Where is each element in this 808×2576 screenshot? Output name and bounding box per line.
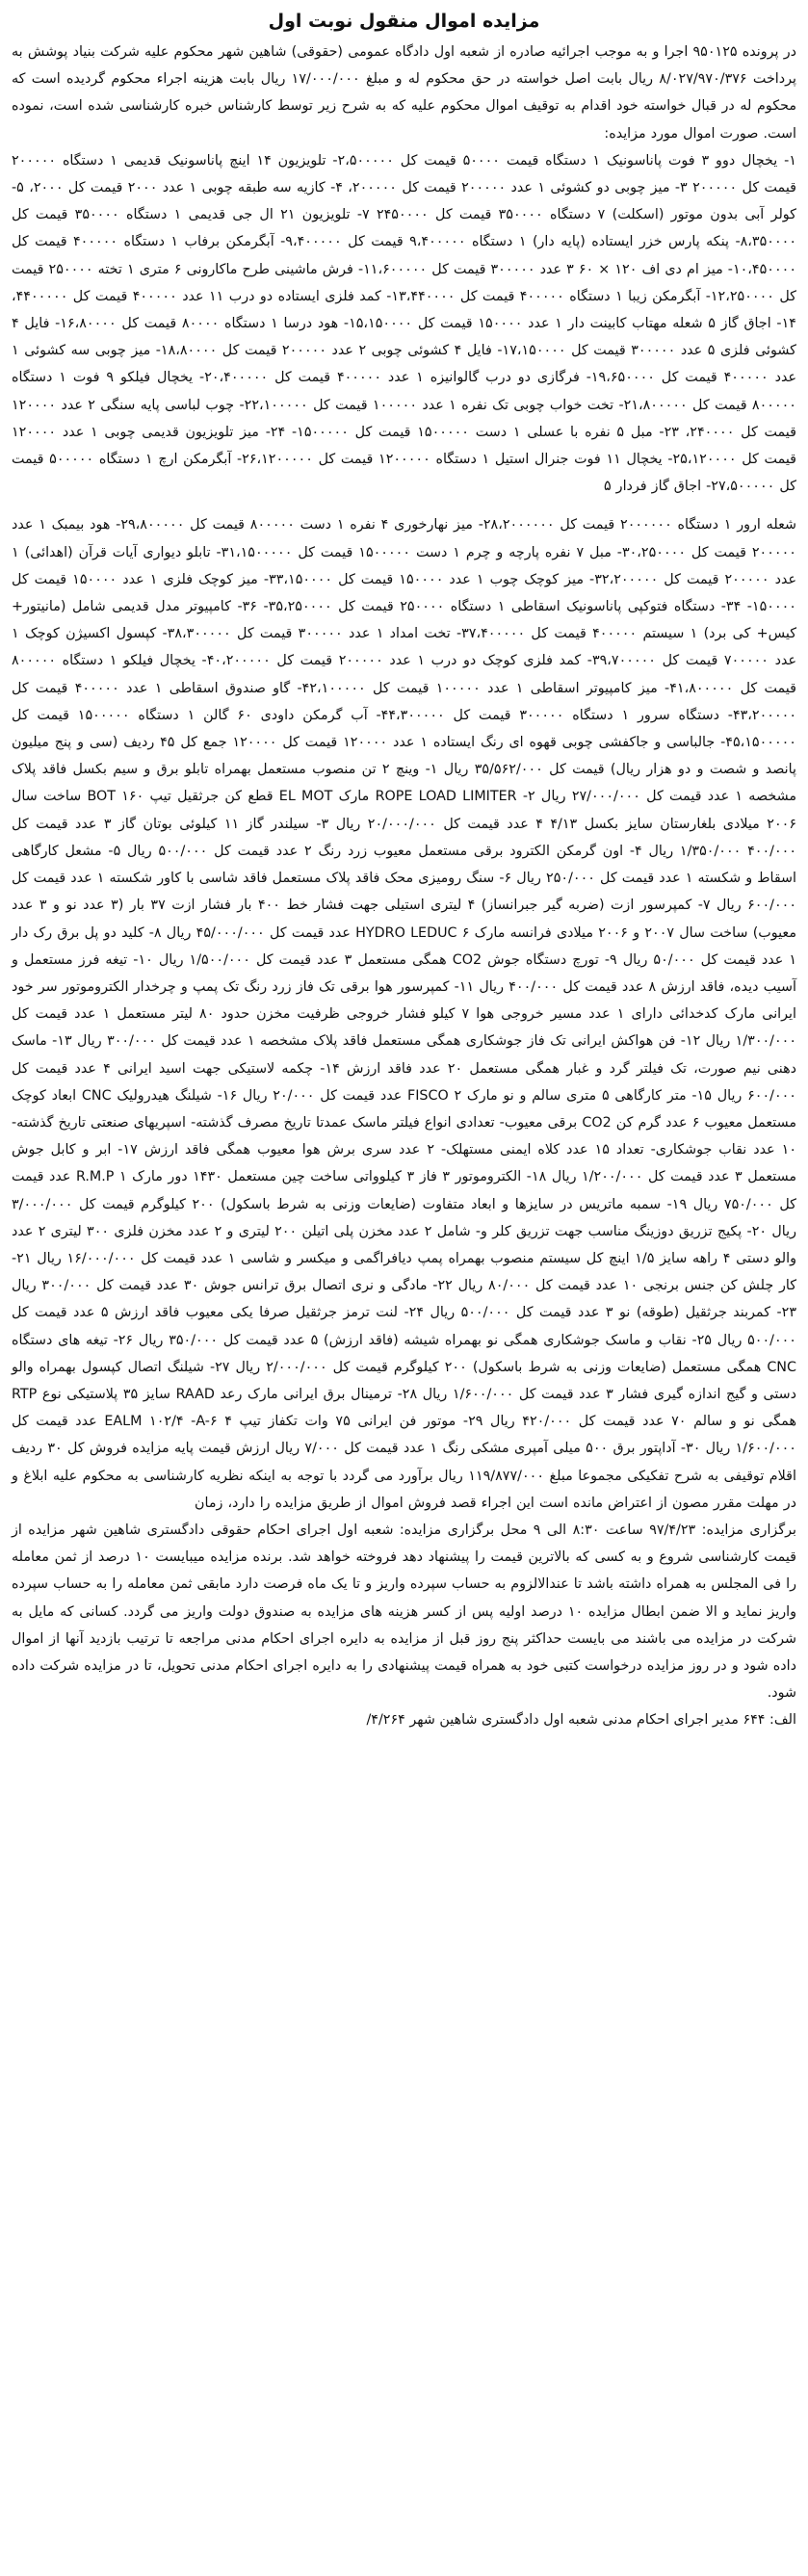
auction-terms-paragraph: برگزاری مزایده: ۹۷/۴/۲۳ ساعت ۸:۳۰ الی ۹ محل برگزاری مزایده: شعبه اول اجرای احکام حقوقی دادگستری شاهین شهر مزایده از قیمت کارشناسی شروع و به کسی که بالاترین قیمت را پیشنهاد دهد فروخته خواهد شد. برنده مزایده میبایست ۱۰ درصد از ثمن معامله را فی المجلس به همراه داشته باشد تا عندالالزوم به حساب سپرده واریز و تا یک ماه فرصت دارد مابقی ثمن معامله را به حساب سپرده واریز نماید و الا ضمن ابطال مزایده ۱۰ درصد اولیه پس از کسر هزینه های مزایده به صندوق دولت واریز می گردد. کسانی که مایل به شرکت در مزایده می باشند می بایست حداکثر پنج روز قبل از مزایده به دایره اجرای احکام مدنی مراجعه تا ترتیب بازدید آنها از اموال داده شود و در روز مزایده درخواست کتبی خود به همراه قیمت پیشنهادی را به دایره اجرای احکام مدنی تحویل، تا در مزایده شرکت داده شود.	[12, 1522, 797, 1702]
paragraph-spacer	[12, 500, 796, 511]
notice-footer-reference: الف: ۶۴۴ مدیر اجرای احکام مدنی شعبه اول دادگستری شاهین شهر ۴/۲۶۴/	[366, 1712, 796, 1729]
notice-headline: مزایده اموال منقول نوبت اول	[268, 11, 540, 32]
notice-intro-paragraph: در پرونده ۹۵۰۱۲۵ اجرا و به موجب اجرائیه صادره از شعبه اول دادگاه عمومی (حقوقی) شاهین شهر محکوم علیه شرکت بنیاد پوشش به پرداخت ۸/۰۲۷/۹۷۰/۳۷۶ ریال بابت اصل خواسته در حق محکوم له و مبلغ ۱۷/۰۰۰/۰۰۰ ریال بابت هزینه اجراء محکوم گردیده است که محکوم له در قبال خواسته خود اقدام به توقیف اموال محکوم علیه که به شرح زیر توسط کارشناس خبره کارشناسی شده است، نموده است. صورت اموال مورد مزایده:	[12, 44, 796, 142]
items-list-part-1: ۱- یخچال دوو ۳ فوت پاناسونیک ۱ دستگاه قیمت ۵۰۰۰۰ قیمت کل ۲،۵۰۰۰۰۰- تلویزیون ۱۴ اینچ پاناسونیک قدیمی ۱ دستگاه ۲۰۰۰۰۰ قیمت کل ۲۰۰۰۰۰ ۳- میز چوبی دو کشوئی ۱ عدد ۲۰۰۰۰۰ قیمت کل ۲۰۰۰۰۰، ۴- کازیه سه طبقه چوبی ۱ عدد ۲۰۰۰ قیمت کل ۲۰۰۰، ۵- کولر آبی بدون موتور (اسکلت) ۷ دستگاه ۳۵۰۰۰۰ قیمت کل ۲۴۵۰۰۰۰ ۷- تلویزیون ۲۱ ال جی قدیمی ۱ دستگاه ۳۵۰۰۰۰ قیمت کل ۸،۳۵۰۰۰۰- پنکه پارس خزر ایستاده (پایه دار) ۱ دستگاه ۹،۴۰۰۰۰۰ قیمت کل ۹،۴۰۰۰۰۰- آبگرمکن برفاب ۱ دستگاه ۴۰۰۰۰۰ قیمت کل ۱۰،۴۵۰۰۰۰- میز ام دی اف ۱۲۰ × ۶۰ ۳ عدد ۳۰۰۰۰۰ قیمت کل ۱۱،۶۰۰۰۰۰- فرش ماشینی طرح ماکارونی ۶ متری ۱ تخته ۲۵۰۰۰۰ قیمت کل ۱۲،۲۵۰۰۰۰- آبگرمکن زیبا ۱ دستگاه ۴۰۰۰۰۰ قیمت کل ۱۳،۴۴۰۰۰۰- کمد فلزی ایستاده دو درب ۱۱ عدد ۴۰۰۰۰۰ قیمت کل ۴۴۰۰۰۰۰، ۱۴- اجاق گاز ۵ شعله مهتاب کابینت دار ۱ عدد ۱۵۰۰۰۰ قیمت کل ۱۵،۱۵۰۰۰۰- هود درسا ۱ دستگاه ۸۰۰۰۰ قیمت کل ۱۶،۸۰۰۰۰- فایل ۴ کشوئی فلزی ۵ عدد ۳۰۰۰۰۰ قیمت کل ۱۷،۱۵۰۰۰۰- فایل ۴ کشوئی چوبی ۲ عدد ۲۰۰۰۰۰ قیمت کل ۱۸،۸۰۰۰۰- میز چوبی سه کشوئی ۱ عدد ۴۰۰۰۰۰ قیمت کل ۱۹،۶۵۰۰۰۰- فرگازی دو درب گالوانیزه ۱ عدد ۴۰۰۰۰۰ قیمت کل ۲۰،۴۰۰۰۰۰- یخچال فیلکو ۹ فوت ۱ دستگاه ۸۰۰۰۰۰ قیمت کل ۲۱،۸۰۰۰۰۰- تخت خواب چوبی تک نفره ۱ عدد ۱۰۰۰۰۰ قیمت کل ۲۲،۱۰۰۰۰۰- چوب لباسی پایه سنگی ۲ عدد ۱۲۰۰۰۰ قیمت کل ۲۴۰۰۰۰، ۲۳- مبل ۵ نفره با عسلی ۱ دست ۱۵۰۰۰۰۰ قیمت کل ۱۵۰۰۰۰۰- ۲۴- میز تلویزیون قدیمی چوبی ۱ عدد ۱۲۰۰۰۰ قیمت کل ۲۵،۱۲۰۰۰۰- یخچال ۱۱ فوت جنرال استیل ۱ دستگاه ۱۲۰۰۰۰۰ قیمت کل ۲۶،۱۲۰۰۰۰۰- آبگرمکن ارچ ۱ دستگاه ۵۰۰۰۰۰ قیمت کل ۲۷،۵۰۰۰۰۰- اجاق گاز فردار ۵	[12, 152, 796, 495]
items-list-part-2: شعله ارور ۱ دستگاه ۲۰۰۰۰۰۰ قیمت کل ۲۸،۲۰۰۰۰۰۰- میز نهارخوری ۴ نفره ۱ دست ۸۰۰۰۰۰ قیمت کل ۲۹،۸۰۰۰۰۰- هود بیمبک ۱ عدد ۲۰۰۰۰۰ قیمت کل ۳۰،۲۵۰۰۰۰- مبل ۷ نفره پارچه و چرم ۱ دست ۱۵۰۰۰۰۰ قیمت کل ۳۱،۱۵۰۰۰۰۰- تابلو دیواری آیات قرآن (اهدائی) ۱ عدد ۲۰۰۰۰۰ قیمت کل ۳۲،۲۰۰۰۰۰- میز کوچک چوب ۱ عدد ۱۵۰۰۰۰ قیمت کل ۳۳،۱۵۰۰۰۰- میز کوچک فلزی ۱ عدد ۱۵۰۰۰۰ قیمت کل ۱۵۰۰۰۰- ۳۴- دستگاه فتوکپی پاناسونیک اسقاطی ۱ دستگاه ۲۵۰۰۰۰ قیمت کل ۳۵،۲۵۰۰۰۰- ۳۶- کامپیوتر مدل قدیمی شامل (مانیتور+ کیس+ کی برد) ۱ سیستم ۴۰۰۰۰۰ قیمت کل ۳۷،۴۰۰۰۰۰- تخت امداد ۱ عدد ۳۰۰۰۰۰ قیمت کل ۳۸،۳۰۰۰۰۰- کپسول اکسیژن کوچک ۱ عدد ۷۰۰۰۰۰ قیمت کل ۳۹،۷۰۰۰۰۰- کمد فلزی کوچک دو درب ۱ عدد ۲۰۰۰۰۰ قیمت کل ۴۰،۲۰۰۰۰۰- یخچال فیلکو ۱ دستگاه ۸۰۰۰۰۰ قیمت کل ۴۱،۸۰۰۰۰۰- میز کامپیوتر اسقاطی ۱ عدد ۱۰۰۰۰۰ قیمت کل ۴۲،۱۰۰۰۰۰- گاو صندوق اسقاطی ۱ عدد ۴۰۰۰۰۰ قیمت کل ۴۳،۲۰۰۰۰۰- دستگاه سرور ۱ دستگاه ۳۰۰۰۰۰ قیمت کل ۴۴،۳۰۰۰۰۰- آب گرمکن داودی ۶۰ گالن ۱ دستگاه ۱۵۰۰۰۰۰ قیمت کل ۴۵،۱۵۰۰۰۰۰- جالباسی و جاکفشی چوبی قهوه ای رنگ ایستاده ۱ عدد ۱۲۰۰۰۰ قیمت کل ۱۲۰۰۰۰ جمع کل ۴۵ ردیف (سی و پنج میلیون پانصد و شصت و دو هزار ریال) قیمت کل ۳۵/۵۶۲/۰۰۰ ریال ۱- وینچ ۲ تن منصوب مستعمل بهمراه تابلو برق و سیم بکسل فاقد پلاک مشخصه ۱ عدد قیمت کل ۲۷/۰۰۰/۰۰۰ ریال ۲- ROPE LOAD LIMITER مارک EL MOT قطع کن جرثقیل تیپ ۱۶۰ BOT ساخت سال ۲۰۰۶ میلادی بلغارستان سایز بکسل ۴/۱۳ ۴ عدد قیمت کل ۲۰/۰۰۰/۰۰۰ ریال ۳- سیلندر گاز ۱۱ کیلوئی بوتان گاز ۳ عدد قیمت کل ۴۰۰/۰۰۰ ۱/۳۵۰/۰۰۰ ریال ۴- اون گرمکن الکترود برقی مستعمل معیوب زرد رنگ ۲ عدد قیمت کل ۵۰۰/۰۰۰ ریال ۵- مشعل کارگاهی اسقاط و شکسته ۱ عدد قیمت کل ۲۵۰/۰۰۰ ریال ۶- سنگ رومیزی محک فاقد پلاک مستعمل فاقد شاسی با کاور شکسته ۱ عدد قیمت کل ۶۰۰/۰۰۰ ریال ۷- کمپرسور ازت (ضربه گیر جبرانساز) ۴ لیتری استیلی جهت فشار خط ۴۰۰ بار فشار ازت ۳۷ بار (۳ عدد نو و ۳ عدد معیوب) ساخت سال ۲۰۰۷ و ۲۰۰۶ میلادی فرانسه مارک HYDRO LEDUC ۶ عدد قیمت کل ۴۵/۰۰۰/۰۰۰ ریال ۸- کلید دو پل برق رک دار ۱ عدد قیمت کل ۵۰/۰۰۰ ریال ۹- تورچ دستگاه جوش CO2 همگی مستعمل ۳ عدد قیمت کل ۱/۵۰۰/۰۰۰ ریال ۱۰- تیغه فرز مستعمل و آسیب دیده، فاقد ارزش ۸ عدد قیمت کل ۴۰۰/۰۰۰ ریال ۱۱- کمپرسور هوا برقی تک فاز زرد رنگ تک پمپ و چرخدار الکتروموتور سر خود ایرانی مارک کدخدائی دارای ۱ عدد مسیر خروجی هوا ۷ کیلو فشار خروجی ظرفیت مخزن حدود ۸۰ لیتر مستعمل ۱ عدد قیمت کل ۱/۳۰۰/۰۰۰ ریال ۱۲- فن هواکش ایرانی تک فاز جوشکاری همگی مستعمل فاقد پلاک مشخصه ۱ عدد قیمت کل ۳۰۰/۰۰۰ ریال ۱۳- ماسک دهنی نیم صورت، تک فیلتر گرد و غبار همگی مستعمل ۲۰ عدد فاقد ارزش ۱۴- چکمه لاستیکی جهت اسید ایرانی ۴ عدد قیمت کل ۶۰۰/۰۰۰ ریال ۱۵- متر کارگاهی ۵ متری سالم و نو مارک FISCO ۲ عدد قیمت کل ۲۰/۰۰۰ ریال ۱۶- شیلنگ هیدرولیک CNC ابعاد کوچک مستعمل معیوب ۶ عدد گرم کن CO2 برقی معیوب- تعدادی انواع فیلتر ماسک عمدتا تاریخ مصرف گذشته- اسپریهای صنعتی تاریخ گذشته- ۱۰ عدد نقاب جوشکاری- تعداد ۱۵ عدد کلاه ایمنی مستهلک- ۲ عدد سری برش هوا معیوب همگی فاقد ارزش ۱۷- ابر و کابل جوش مستعمل ۳ عدد قیمت کل ۱/۲۰۰/۰۰۰ ریال ۱۸- الکتروموتور ۳ فاز ۳ کیلوواتی ساخت چین مستعمل ۱۴۳۰ دور مارک R.M.P ۱ عدد قیمت کل ۷۵۰/۰۰۰ ریال ۱۹- سمبه ماتریس در سایزها و ابعاد متفاوت (ضایعات وزنی به شرط باسکول) ۲۰۰ کیلوگرم قیمت کل ۳/۰۰۰/۰۰۰ ریال ۲۰- پکیج تزریق دوزینگ مناسب جهت تزریق کلر و- شامل ۲ عدد مخزن پلی اتیلن ۲۰۰ لیتری و ۲ عدد مخزن فلزی ۳۰۰ لیتری ۲ عدد والو دستی ۴ راهه سایز ۱/۵ اینچ کل سیستم منصوب بهمراه پمپ دیافراگمی و میکسر و شاسی ۱ عدد قیمت کل ۱۶/۰۰۰/۰۰۰ ریال ۲۱- کار چلش کن جنس برنجی ۱۰ عدد قیمت کل ۸۰/۰۰۰ ریال ۲۲- مادگی و نری اتصال برق ترانس جوش ۳۰ عدد قیمت کل ۳۰۰/۰۰۰ ریال ۲۳- کمربند جرثقیل (طوقه) نو ۳ عدد قیمت کل ۵۰۰/۰۰۰ ریال ۲۴- لنت ترمز جرثقیل صرفا یکی معیوب فاقد ارزش ۵ عدد قیمت کل ۵۰۰/۰۰۰ ریال ۲۵- نقاب و ماسک جوشکاری همگی نو بهمراه شیشه (فاقد ارزش) ۵ عدد قیمت کل ۳۵۰/۰۰۰ ریال ۲۶- تیغه های دستگاه CNC همگی مستعمل (ضایعات وزنی به شرط باسکول) ۲۰۰ کیلوگرم قیمت کل ۲/۰۰۰/۰۰۰ ریال ۲۷- شیلنگ اتصال کپسول بهمراه والو دستی و گیج اندازه گیری فشار ۳ عدد قیمت کل ۱/۶۰۰/۰۰۰ ریال ۲۸- ترمینال برق ایرانی مارک رعد RAAD سایز ۳۵ پلاستیکی نوع RTP همگی نو و سالم ۷۰ عدد قیمت کل ۴۲۰/۰۰۰ ریال ۲۹- موتور فن ایرانی ۷۵ وات تکفاز تیپ EALM ۱۰۲/۴ -A-۶ ۴ عدد قیمت کل ۱/۶۰۰/۰۰۰ ریال ۳۰- آداپتور برق ۵۰۰ میلی آمپری مشکی رنگ ۱ عدد قیمت کل ۷/۰۰۰ ریال ارزش قیمت پایه مزایده فروش کل ۳۰ ردیف اقلام توقیفی به شرح تفکیکی مجموعا مبلغ ۱۱۹/۸۷۷/۰۰۰ ریال برآورد می گردد با توجه به اینکه نظریه کارشناسی به محکوم علیه ابلاغ و در مهلت مقرر مصون از اعتراض مانده است این اجراء قصد فروش اموال از طریق مزایده را دارد، زمان	[12, 517, 797, 1511]
